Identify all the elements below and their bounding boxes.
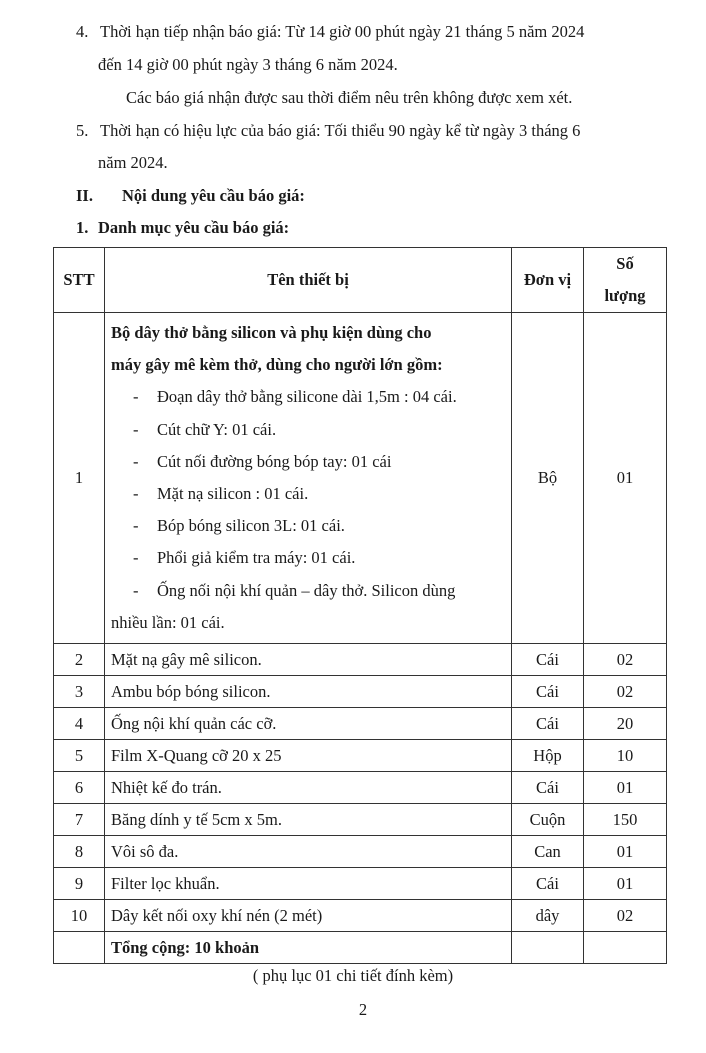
cell-name: Băng dính y tế 5cm x 5m. — [105, 804, 512, 836]
cell-stt: 8 — [54, 836, 105, 868]
cell-qty: 01 — [584, 836, 667, 868]
cell-stt: 4 — [54, 708, 105, 740]
header-qty — [584, 248, 667, 313]
cell-qty: 10 — [584, 740, 667, 772]
cell-qty: 02 — [584, 644, 667, 676]
cell-qty: 150 — [584, 804, 667, 836]
cell-stt: 6 — [54, 772, 105, 804]
item-5-line-2: năm 2024. — [98, 153, 168, 172]
table-row — [54, 708, 667, 740]
header-stt: STT — [54, 248, 105, 313]
table-row — [54, 313, 667, 644]
section-2-title: Nội dung yêu cầu báo giá: — [122, 186, 305, 205]
cell-stt: 3 — [54, 676, 105, 708]
table-row — [54, 740, 667, 772]
cell-name: Ambu bóp bóng silicon. — [105, 676, 512, 708]
item-4-line-2: đến 14 giờ 00 phút ngày 3 tháng 6 năm 2024. — [98, 55, 398, 74]
cell-unit: Hộp — [512, 740, 584, 772]
section-2-heading — [76, 186, 305, 206]
cell-name — [105, 313, 512, 644]
table-row — [54, 772, 667, 804]
item-5-line-1 — [76, 121, 580, 141]
list-item-continuation: nhiều lần: 01 cái. — [111, 612, 225, 632]
cell-unit: Cái — [512, 676, 584, 708]
subsection-1-number: 1. — [76, 218, 89, 237]
cell-qty: 01 — [584, 313, 667, 644]
item-5-number: 5. — [76, 121, 89, 140]
table-row — [54, 644, 667, 676]
table-header-row — [54, 248, 667, 313]
cell-stt: 10 — [54, 900, 105, 932]
cell-name: Mặt nạ gây mê silicon. — [105, 644, 512, 676]
total-label: Tổng cộng: 10 khoản — [105, 932, 512, 964]
quotation-table — [53, 247, 667, 964]
subsection-1-title: Danh mục yêu cầu báo giá: — [98, 218, 290, 237]
cell-name: Ống nội khí quản các cỡ. — [105, 708, 512, 740]
cell-unit: Cái — [512, 868, 584, 900]
cell-name: Film X-Quang cỡ 20 x 25 — [105, 740, 512, 772]
list-item: - Bóp bóng silicon 3L: 01 cái. — [133, 516, 345, 536]
list-item: - Cút chữ Y: 01 cái. — [133, 419, 277, 439]
item-4-note: Các báo giá nhận được sau thời điểm nêu trên không được xem xét. — [126, 88, 573, 107]
cell-unit: Bộ — [512, 313, 584, 644]
list-item: - Mặt nạ silicon : 01 cái. — [133, 484, 309, 504]
cell-unit: Cái — [512, 708, 584, 740]
list-item: - Ống nối nội khí quản – dây thở. Silicon dùng — [133, 580, 456, 600]
cell-qty: 02 — [584, 676, 667, 708]
cell-stt: 1 — [54, 313, 105, 644]
table-row — [54, 836, 667, 868]
cell-stt: 7 — [54, 804, 105, 836]
section-2-number: II. — [76, 186, 93, 205]
item-4-line-1 — [76, 22, 584, 42]
item-5-text: Thời hạn có hiệu lực của báo giá: Tối thiểu 90 ngày kể từ ngày 3 tháng 6 — [100, 121, 581, 140]
cell-stt: 2 — [54, 644, 105, 676]
item-4-number: 4. — [76, 22, 89, 41]
cell-unit: Cái — [512, 772, 584, 804]
header-name: Tên thiết bị — [105, 248, 512, 313]
cell-stt: 5 — [54, 740, 105, 772]
cell-name: Nhiệt kế đo trán. — [105, 772, 512, 804]
list-item: - Phổi giả kiểm tra máy: 01 cái. — [133, 548, 356, 568]
cell-qty: 02 — [584, 900, 667, 932]
list-item: - Đoạn dây thở bằng silicone dài 1,5m : 04 cái. — [133, 387, 457, 407]
item-title-line-1: Bộ dây thở bằng silicon và phụ kiện dùng cho — [111, 323, 432, 342]
cell-unit-empty — [512, 932, 584, 964]
cell-unit: Cái — [512, 644, 584, 676]
table-row — [54, 676, 667, 708]
table-total-row — [54, 932, 667, 964]
header-qty-line-1: Số — [616, 254, 634, 273]
cell-unit: dây — [512, 900, 584, 932]
cell-stt-empty — [54, 932, 105, 964]
cell-name: Vôi sô đa. — [105, 836, 512, 868]
cell-qty: 01 — [584, 868, 667, 900]
cell-qty: 20 — [584, 708, 667, 740]
cell-qty-empty — [584, 932, 667, 964]
table-row — [54, 868, 667, 900]
subsection-1-heading — [76, 218, 289, 238]
cell-unit: Can — [512, 836, 584, 868]
cell-stt: 9 — [54, 868, 105, 900]
page-number: 2 — [358, 1000, 368, 1019]
cell-name: Dây kết nối oxy khí nén (2 mét) — [105, 900, 512, 932]
table-row — [54, 804, 667, 836]
cell-qty: 01 — [584, 772, 667, 804]
header-unit: Đơn vị — [512, 248, 584, 313]
item-4-text: Thời hạn tiếp nhận báo giá: Từ 14 giờ 00 phút ngày 21 tháng 5 năm 2024 — [100, 22, 585, 41]
appendix-note: ( phụ lục 01 chi tiết đính kèm) — [252, 966, 454, 985]
cell-unit: Cuộn — [512, 804, 584, 836]
cell-name: Filter lọc khuẩn. — [105, 868, 512, 900]
item-title-line-2: máy gây mê kèm thở, dùng cho người lớn gồm: — [111, 355, 443, 375]
list-item: - Cút nối đường bóng bóp tay: 01 cái — [133, 451, 392, 471]
table-row — [54, 900, 667, 932]
header-qty-line-2: lượng — [604, 286, 646, 305]
